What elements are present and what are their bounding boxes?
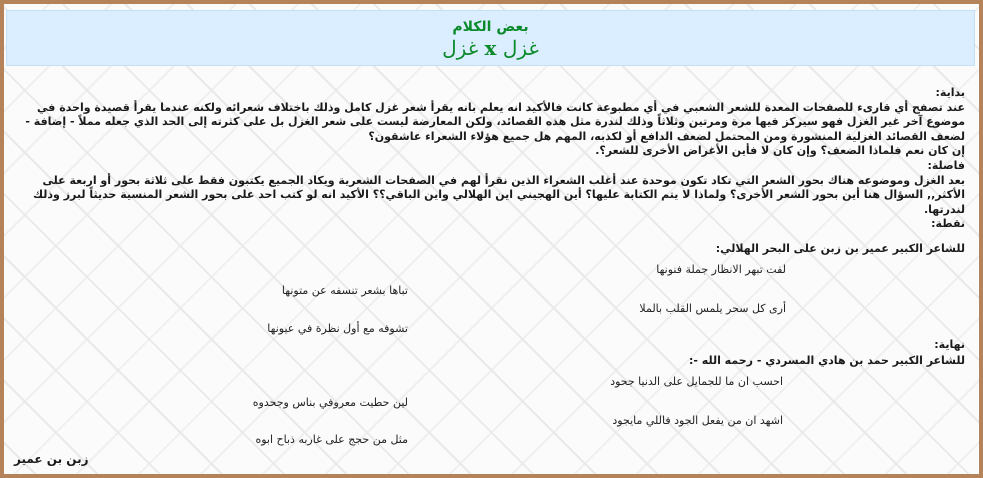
poet-1-attribution: للشاعر الكبير عمير بن زبن على البحر الهلالي:	[715, 242, 965, 255]
poem-1-line-4: تشوفه مع أول نظرة في عيونها	[267, 322, 408, 335]
poem-2-line-3: اشهد ان من يفعل الجود فاللي مايجود	[612, 414, 783, 427]
title-word-right: غزل	[502, 36, 539, 60]
end-label: نهاية:	[934, 338, 965, 351]
poem-1-line-1: لفت تبهر الانظار جملة فنونها	[656, 263, 786, 276]
article-title	[7, 36, 974, 60]
poem-2-line-1: احسب ان ما للجمايل على الدنيا جحود	[610, 375, 783, 388]
intro-label: بداية:	[935, 86, 965, 99]
poem-1-line-3: أرى كل سحر يلمس القلب بالملا	[639, 302, 786, 315]
article-header	[6, 10, 975, 66]
pause-label: فاصلة:	[927, 158, 965, 172]
intro-paragraph: عند تصفح أي قارىء للصفحات المعدة للشعر الشعبي في أي مطبوعة كانت فالأكيد انه يعلم بانه يقرأ شعر غزل كامل وذلك باختلاف شعرائه ولكنه عندما يقرأ قصيدة واحدة في موضوع آخر غير الغزل فهو سيركز فيها مرة ومرتين وثلاثاً وذلك لندرة مثل هذه القصائد، ولكن المعارضة ليست على شعر الغزل بل على كثرته إلى الحد الذي جعله مملاً - إضافة - لضعف القصائد الغزلية المنشورة ومن المحتمل لضعف الدافع أو لكذبه، المهم هل جميع هؤلاء الشعراء عاشقون؟	[25, 100, 965, 143]
poet-2-attribution: للشاعر الكبير حمد بن هادي المسردي - رحمه الله -:	[689, 354, 965, 367]
poem-2-line-2: لين حطيت معروفي بناس وجحدوه	[252, 396, 408, 409]
author-signature: زبن بن عمير	[14, 452, 89, 466]
title-x: x	[484, 36, 497, 60]
article-frame	[4, 4, 979, 474]
pause-paragraph: بعد الغزل وموضوعه هناك بحور الشعر التي تكاد تكون موحدة عند أغلب الشعراء الذين نقرأ لهم في الصفحات الشعرية ويكاد الجميع يكتبون فقط على ثلاثة بحور أو اربعة على الأكثر,, السؤال هنا أين بحور الشعر الأخرى؟ ولماذا لا يتم الكتابة عليها؟ أين الهجيني اين الهلالي واين الباقي؟؟ الأكيد انه لو كتب احد على بحور الشعر المنسية حديثاً لبرز وذلك لندرتها.	[33, 173, 965, 216]
article-body	[15, 86, 965, 232]
poem-1-line-2: تباها بشعر تنسفه عن متونها	[281, 284, 408, 297]
section-kicker: بعض الكلام	[452, 19, 529, 35]
intro-question: إن كان نعم فلماذا الضعف؟ وإن كان لا فأين الأغراض الأخرى للشعر؟.	[595, 144, 965, 158]
point-label: نقطة:	[931, 217, 965, 231]
title-word-left: غزل	[442, 36, 479, 60]
poem-2-line-4: مثل من حجج على غاربه ذباح ابوه	[255, 433, 408, 446]
